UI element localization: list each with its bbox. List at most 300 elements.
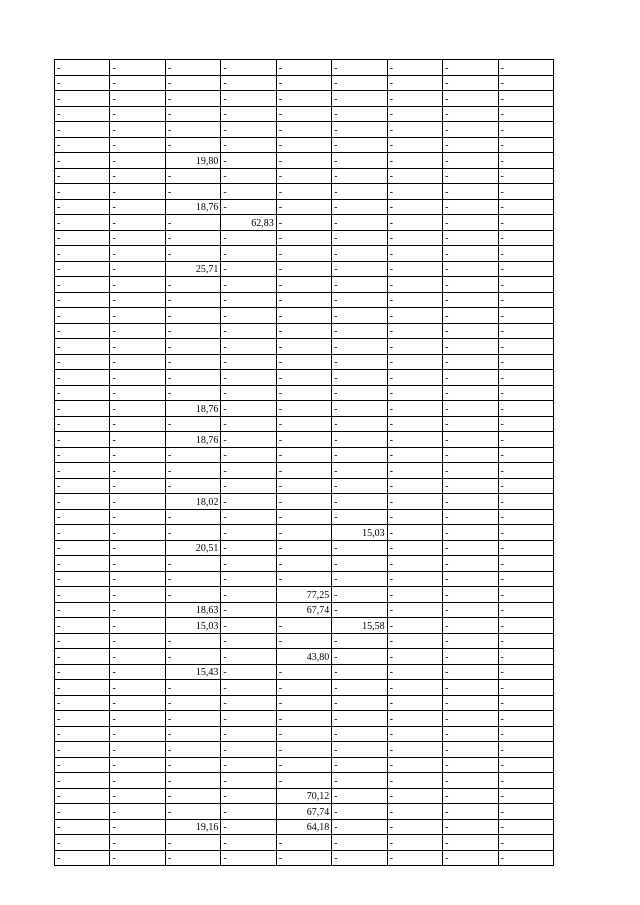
table-row — [55, 463, 554, 479]
table-cell: - — [443, 385, 498, 401]
table-cell: - — [110, 649, 165, 665]
table-cell: - — [165, 60, 220, 76]
table-cell: - — [443, 618, 498, 634]
table-cell: - — [443, 432, 498, 448]
table-cell: - — [332, 587, 387, 603]
table-cell: - — [221, 463, 276, 479]
table-cell: - — [110, 137, 165, 153]
table-cell: - — [443, 742, 498, 758]
table-cell: 70,12 — [276, 788, 331, 804]
table-cell: - — [332, 277, 387, 293]
table-cell: - — [332, 478, 387, 494]
table-cell: - — [55, 184, 110, 200]
table-cell: - — [165, 246, 220, 262]
table-cell: - — [387, 339, 442, 355]
table-cell: - — [498, 587, 554, 603]
table-cell: - — [387, 680, 442, 696]
table-cell: - — [110, 277, 165, 293]
table-cell: - — [55, 75, 110, 91]
table-cell: - — [221, 122, 276, 138]
table-cell: - — [498, 261, 554, 277]
table-cell: - — [498, 571, 554, 587]
table-cell: - — [221, 339, 276, 355]
table-cell: - — [443, 509, 498, 525]
table-cell: - — [332, 354, 387, 370]
table-cell: - — [110, 153, 165, 169]
table-cell: - — [110, 463, 165, 479]
table-cell: - — [443, 230, 498, 246]
table-row — [55, 571, 554, 587]
table-cell: - — [443, 168, 498, 184]
table-row — [55, 525, 554, 541]
table-cell: - — [110, 308, 165, 324]
table-cell: - — [165, 633, 220, 649]
table-cell: - — [55, 277, 110, 293]
table-cell: - — [110, 804, 165, 820]
table-cell: - — [55, 122, 110, 138]
table-cell: - — [332, 370, 387, 386]
table-cell: - — [498, 602, 554, 618]
table-cell: - — [443, 292, 498, 308]
table-cell: - — [165, 339, 220, 355]
table-cell: - — [165, 215, 220, 231]
table-cell: - — [165, 478, 220, 494]
table-cell: - — [110, 835, 165, 851]
table-cell: - — [276, 463, 331, 479]
table-cell: - — [165, 277, 220, 293]
table-cell: - — [332, 556, 387, 572]
table-cell: - — [332, 540, 387, 556]
table-cell: - — [332, 571, 387, 587]
table-cell: - — [276, 261, 331, 277]
table-cell: - — [165, 680, 220, 696]
table-cell: - — [165, 726, 220, 742]
table-cell: - — [498, 339, 554, 355]
table-cell: - — [498, 742, 554, 758]
table-cell: - — [276, 664, 331, 680]
table-cell: - — [498, 556, 554, 572]
table-row — [55, 91, 554, 107]
table-cell: - — [498, 819, 554, 835]
table-cell: - — [387, 91, 442, 107]
table-cell: - — [110, 618, 165, 634]
table-row — [55, 602, 554, 618]
table-cell: - — [110, 370, 165, 386]
table-cell: - — [443, 261, 498, 277]
table-cell: - — [387, 106, 442, 122]
table-cell: - — [110, 695, 165, 711]
table-cell: - — [55, 494, 110, 510]
table-cell: - — [498, 401, 554, 417]
table-cell: - — [443, 494, 498, 510]
table-cell: - — [110, 354, 165, 370]
table-cell: - — [221, 804, 276, 820]
table-cell: - — [55, 339, 110, 355]
table-cell: - — [165, 649, 220, 665]
table-cell: - — [498, 432, 554, 448]
table-cell: - — [332, 246, 387, 262]
table-cell: 43,80 — [276, 649, 331, 665]
table-cell: - — [276, 618, 331, 634]
table-cell: - — [498, 757, 554, 773]
table-cell: - — [443, 804, 498, 820]
table-cell: - — [55, 230, 110, 246]
table-cell: - — [387, 137, 442, 153]
table-cell: - — [443, 478, 498, 494]
table-cell: - — [276, 246, 331, 262]
table-cell: - — [443, 850, 498, 866]
table-cell: - — [387, 385, 442, 401]
table-cell: - — [55, 804, 110, 820]
table-cell: - — [387, 757, 442, 773]
table-cell: 18,63 — [165, 602, 220, 618]
table-cell: - — [498, 246, 554, 262]
table-cell: - — [276, 494, 331, 510]
table-cell: - — [165, 742, 220, 758]
table-cell: - — [55, 850, 110, 866]
table-row — [55, 850, 554, 866]
table-cell: - — [55, 509, 110, 525]
table-cell: - — [165, 525, 220, 541]
table-cell: - — [387, 277, 442, 293]
table-cell: - — [498, 695, 554, 711]
table-cell: - — [276, 835, 331, 851]
table-cell: 64,18 — [276, 819, 331, 835]
table-cell: - — [387, 695, 442, 711]
table-cell: - — [276, 75, 331, 91]
table-cell: - — [55, 60, 110, 76]
table-cell: - — [221, 664, 276, 680]
table-cell: - — [276, 277, 331, 293]
table-cell: - — [443, 153, 498, 169]
table-cell: - — [387, 819, 442, 835]
table-cell: - — [498, 711, 554, 727]
table-cell: - — [276, 168, 331, 184]
table-cell: - — [55, 618, 110, 634]
table-row — [55, 540, 554, 556]
table-cell: - — [498, 494, 554, 510]
table-row — [55, 122, 554, 138]
table-cell: - — [55, 463, 110, 479]
table-cell: - — [221, 447, 276, 463]
table-cell: - — [55, 587, 110, 603]
table-cell: - — [332, 695, 387, 711]
table-cell: - — [443, 819, 498, 835]
table-row — [55, 680, 554, 696]
table-cell: - — [55, 153, 110, 169]
table-cell: - — [498, 323, 554, 339]
table-cell: 15,03 — [165, 618, 220, 634]
table-cell: - — [332, 850, 387, 866]
table-cell: - — [498, 463, 554, 479]
table-cell: - — [110, 540, 165, 556]
table-row — [55, 804, 554, 820]
table-cell: - — [110, 819, 165, 835]
table-cell: - — [276, 122, 331, 138]
table-cell: - — [276, 199, 331, 215]
table-cell: - — [221, 556, 276, 572]
table-cell: - — [443, 401, 498, 417]
table-cell: - — [221, 633, 276, 649]
table-cell: - — [387, 633, 442, 649]
table-cell: - — [221, 757, 276, 773]
table-cell: - — [332, 711, 387, 727]
table-cell: - — [443, 370, 498, 386]
table-cell: - — [443, 308, 498, 324]
table-cell: - — [498, 773, 554, 789]
table-cell: - — [110, 509, 165, 525]
table-cell: - — [55, 370, 110, 386]
table-cell: - — [276, 354, 331, 370]
table-cell: - — [165, 354, 220, 370]
table-cell: - — [110, 850, 165, 866]
table-cell: - — [443, 447, 498, 463]
table-row — [55, 199, 554, 215]
table-cell: - — [276, 370, 331, 386]
table-cell: - — [387, 401, 442, 417]
table-cell: - — [387, 726, 442, 742]
table-cell: - — [332, 385, 387, 401]
table-cell: - — [221, 819, 276, 835]
table-cell: - — [221, 494, 276, 510]
table-cell: - — [387, 432, 442, 448]
table-row — [55, 339, 554, 355]
table-cell: - — [332, 742, 387, 758]
table-cell: - — [110, 711, 165, 727]
table-row — [55, 230, 554, 246]
table-cell: - — [498, 680, 554, 696]
table-cell: - — [498, 416, 554, 432]
table-cell: - — [276, 184, 331, 200]
table-cell: - — [443, 571, 498, 587]
table-cell: - — [110, 556, 165, 572]
table-cell: - — [55, 835, 110, 851]
table-row — [55, 494, 554, 510]
table-cell: - — [221, 509, 276, 525]
table-cell: - — [276, 91, 331, 107]
table-cell: - — [165, 757, 220, 773]
table-cell: - — [221, 230, 276, 246]
table-cell: - — [221, 773, 276, 789]
table-cell: - — [387, 215, 442, 231]
table-cell: - — [443, 835, 498, 851]
table-cell: - — [276, 308, 331, 324]
table-cell: - — [55, 711, 110, 727]
table-row — [55, 509, 554, 525]
table-cell: 62,83 — [221, 215, 276, 231]
table-cell: - — [332, 680, 387, 696]
table-row — [55, 354, 554, 370]
table-cell: - — [387, 664, 442, 680]
table-cell: - — [443, 60, 498, 76]
table-cell: - — [498, 91, 554, 107]
table-cell: - — [55, 261, 110, 277]
table-cell: - — [443, 773, 498, 789]
table-row — [55, 695, 554, 711]
table-cell: - — [55, 432, 110, 448]
table-cell: - — [498, 215, 554, 231]
table-cell: - — [110, 292, 165, 308]
table-cell: - — [55, 215, 110, 231]
table-cell: - — [165, 292, 220, 308]
table-cell: - — [332, 308, 387, 324]
table-cell: - — [332, 230, 387, 246]
table-cell: - — [276, 385, 331, 401]
table-cell: - — [276, 757, 331, 773]
table-cell: - — [221, 850, 276, 866]
table-cell: - — [443, 339, 498, 355]
table-cell: - — [332, 122, 387, 138]
table-cell: - — [110, 773, 165, 789]
table-cell: - — [110, 91, 165, 107]
table-cell: - — [221, 60, 276, 76]
table-row — [55, 819, 554, 835]
table-cell: - — [498, 308, 554, 324]
table-cell: - — [387, 60, 442, 76]
table-cell: - — [55, 323, 110, 339]
table-cell: - — [387, 804, 442, 820]
table-cell: - — [387, 711, 442, 727]
table-row — [55, 215, 554, 231]
table-cell: - — [276, 339, 331, 355]
table-cell: - — [387, 540, 442, 556]
table-cell: - — [332, 323, 387, 339]
table-cell: - — [221, 153, 276, 169]
table-cell: - — [443, 215, 498, 231]
table-cell: - — [221, 261, 276, 277]
table-cell: - — [443, 587, 498, 603]
table-cell: - — [110, 742, 165, 758]
table-cell: - — [387, 463, 442, 479]
table-cell: - — [165, 463, 220, 479]
table-cell: - — [276, 153, 331, 169]
table-cell: 20,51 — [165, 540, 220, 556]
table-cell: - — [221, 184, 276, 200]
table-cell: - — [55, 354, 110, 370]
table-row — [55, 649, 554, 665]
table-cell: - — [387, 153, 442, 169]
table-cell: - — [443, 788, 498, 804]
table-row — [55, 618, 554, 634]
table-cell: - — [443, 525, 498, 541]
table-cell: - — [221, 835, 276, 851]
table-cell: - — [110, 571, 165, 587]
table-row — [55, 447, 554, 463]
table-cell: - — [276, 695, 331, 711]
table-cell: - — [443, 711, 498, 727]
table-cell: - — [443, 680, 498, 696]
table-cell: - — [55, 385, 110, 401]
table-cell: - — [443, 122, 498, 138]
table-cell: - — [55, 308, 110, 324]
table-row — [55, 370, 554, 386]
table-cell: - — [498, 153, 554, 169]
table-cell: - — [55, 773, 110, 789]
table-cell: - — [498, 168, 554, 184]
table-cell: - — [387, 184, 442, 200]
table-cell: - — [387, 742, 442, 758]
table-cell: - — [387, 556, 442, 572]
table-row — [55, 184, 554, 200]
table-cell: - — [332, 804, 387, 820]
table-cell: - — [387, 308, 442, 324]
table-cell: - — [221, 695, 276, 711]
table-cell: - — [387, 416, 442, 432]
table-cell: - — [110, 184, 165, 200]
table-cell: - — [165, 587, 220, 603]
table-cell: - — [332, 75, 387, 91]
table-cell: - — [221, 525, 276, 541]
table-cell: - — [387, 525, 442, 541]
table-cell: 18,76 — [165, 199, 220, 215]
table-cell: - — [221, 742, 276, 758]
table-cell: - — [276, 711, 331, 727]
table-cell: - — [221, 788, 276, 804]
table-cell: - — [387, 835, 442, 851]
table-cell: - — [498, 370, 554, 386]
table-cell: - — [165, 416, 220, 432]
table-cell: - — [276, 106, 331, 122]
table-cell: - — [498, 199, 554, 215]
table-cell: - — [332, 494, 387, 510]
table-row — [55, 106, 554, 122]
table-cell: - — [332, 60, 387, 76]
table-row — [55, 556, 554, 572]
table-cell: - — [165, 695, 220, 711]
table-cell: - — [110, 230, 165, 246]
table-row — [55, 664, 554, 680]
table-cell: - — [55, 556, 110, 572]
table-cell: - — [55, 540, 110, 556]
table-cell: - — [221, 401, 276, 417]
table-cell: - — [498, 664, 554, 680]
table-cell: - — [55, 168, 110, 184]
table-cell: - — [55, 726, 110, 742]
table-cell: - — [276, 292, 331, 308]
table-cell: - — [276, 773, 331, 789]
table-row — [55, 137, 554, 153]
table-cell: - — [55, 525, 110, 541]
table-cell: - — [443, 726, 498, 742]
table-cell: - — [55, 649, 110, 665]
table-cell: - — [332, 199, 387, 215]
table-cell: - — [165, 571, 220, 587]
table-cell: - — [498, 447, 554, 463]
table-cell: - — [165, 75, 220, 91]
table-cell: - — [443, 602, 498, 618]
table-cell: - — [332, 215, 387, 231]
table-cell: - — [221, 323, 276, 339]
table-cell: - — [110, 401, 165, 417]
table-cell: - — [110, 416, 165, 432]
table-cell: - — [498, 509, 554, 525]
table-row — [55, 633, 554, 649]
table-cell: - — [387, 323, 442, 339]
table-cell: - — [165, 184, 220, 200]
table-cell: - — [110, 339, 165, 355]
table-cell: - — [443, 106, 498, 122]
table-cell: - — [443, 199, 498, 215]
table-cell: - — [443, 354, 498, 370]
table-cell: - — [221, 168, 276, 184]
table-cell: - — [55, 91, 110, 107]
table-cell: - — [221, 416, 276, 432]
table-cell: - — [110, 432, 165, 448]
table-cell: 15,58 — [332, 618, 387, 634]
table-cell: - — [276, 432, 331, 448]
table-cell: - — [387, 509, 442, 525]
table-cell: - — [276, 726, 331, 742]
